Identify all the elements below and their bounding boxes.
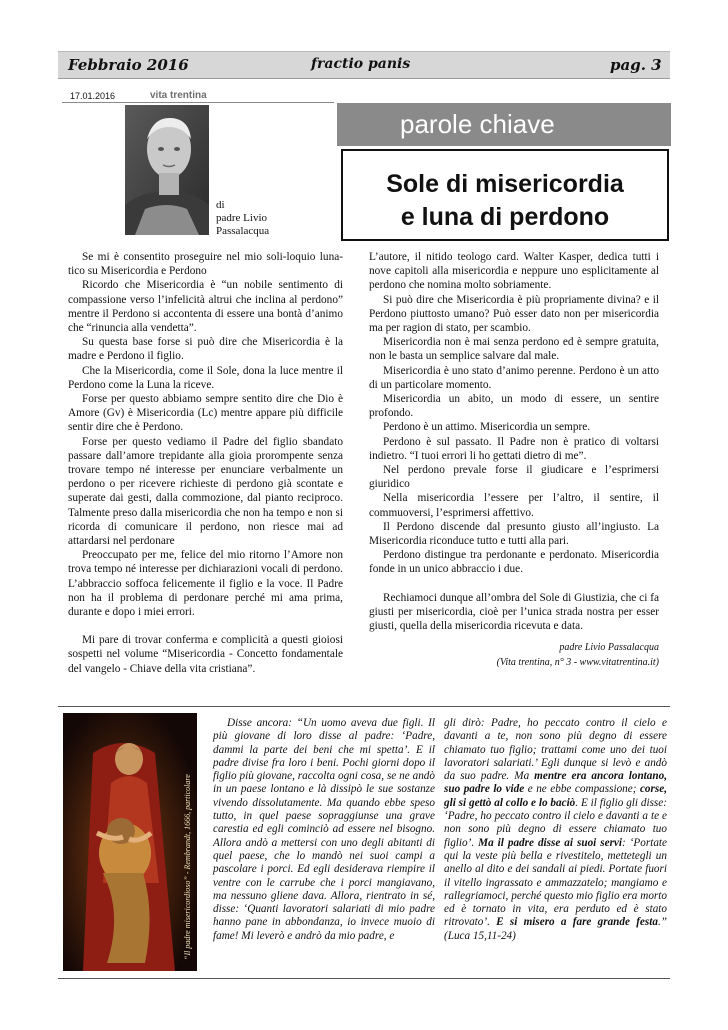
- paragraph: Il Perdono discende dal presunto giusto all’ingiusto. La Misericordia riconduce tutto e tutti alla pari.: [369, 520, 659, 548]
- article-title-line1: Sole di misericordia: [386, 170, 624, 198]
- author-photo: [125, 105, 209, 235]
- article-column-right: [369, 250, 659, 669]
- paragraph: Preoccupato per me, felice del mio ritorno l’Amore non trova tempo né interesse per dichiarazioni vocali di perdono. L’abbraccio soffoca felicemente il figlio e la voce. Il Padre non ha il problema di perdonare perché mi ama prima, durante e dopo i miei errori.: [68, 549, 343, 619]
- signature-source: (Vita trentina, n° 3 - www.vitatrentina.it): [496, 657, 659, 669]
- gospel-emphasis: Ma il padre disse ai suoi servi: [478, 836, 622, 849]
- gospel-text-left: Disse ancora: “Un uomo aveva due figli. Il più giovane di loro disse al padre: ‘Padre, dammi la parte dei beni che mi spetta’. E il padre divise fra loro i beni. Pochi giorni dopo il figlio più giovane, raccolta ogni cosa, se ne andò in un paese lontano e là dissipò le sue sostanze vivendo dissolutamente. Ma quando ebbe speso tutto, in quel paese sopraggiunse una grave carestia ed egli cominciò ad essere nel bisogno. Allora andò a mettersi con uno degli abitanti di quel paese, che lo mandò nei suoi campi a pascolare i porci. Ed egli desiderava riempire il ventre con le carrube che i porci mangiavano, ma nessuno gliene dava. Allora, rientrato in sé, disse: ‘Quanti lavoratori salariati di mio padre hanno pane in abbondanza, io invece muoio di fame! Mi leverò e andrò da mio padre, e: [213, 717, 435, 942]
- gospel-text: . E il figlio gli disse: ‘Padre, ho peccato contro il cielo e davanti a te e non sono più degno di essere chiamato tuo figlio’.: [444, 796, 667, 849]
- section-divider: [58, 706, 670, 707]
- gospel-column-right: [444, 717, 667, 943]
- article-column-left: [68, 250, 343, 676]
- gospel-text: e ne ebbe compassione;: [524, 783, 640, 796]
- source-date: 17.01.2016: [70, 91, 116, 101]
- paragraph: Perdono è sul passato. Il Padre non è pratico di voltarsi indietro. “I tuoi errori li ho gettati dietro di me”.: [369, 435, 659, 462]
- byline-di: di: [216, 199, 225, 211]
- gospel-emphasis: mentre era ancora lontano, suo padre lo vide: [444, 770, 667, 796]
- header-page-number: pag. 3: [610, 56, 662, 74]
- header-date: Febbraio 2016: [68, 56, 189, 74]
- bottom-frame-line: [58, 978, 670, 979]
- gospel-text-right: [444, 717, 667, 943]
- paragraph: Misericordia è uno stato d’animo perenne. Perdono è un atto di un particolare momento.: [369, 364, 659, 391]
- paragraph: Perdono distingue tra perdonante e perdonato. Misericordia fonde in un unico abbraccio i due.: [369, 549, 659, 576]
- paragraph: Che la Misericordia, come il Sole, dona la luce mentre il Perdono come la Luna la riceve.: [68, 364, 343, 391]
- signature: padre Livio Passalacqua: [559, 642, 659, 654]
- paragraph: Mi pare di trovar conferma e complicità a questi gioiosi sospetti nel volume “Misericordia - Concetto fondamentale del vangelo - Chiave della vita cristiana”.: [68, 634, 343, 675]
- painting-image: [63, 713, 197, 971]
- paragraph: Misericordia non è mai senza perdono ed è sempre gratuita, non le basta un semplice salvare dal male.: [369, 336, 659, 363]
- paragraph: Forse per questo abbiamo sempre sentito dire che Dio è Amore (Gv) è Misericordia (Lc) mentre appare più difficile sentir dire che è Perdono.: [68, 393, 343, 434]
- paragraph: Si può dire che Misericordia è più propriamente divina? e il Perdono piuttosto umano? Può esser dato non per misericordia ma per ragion di stato, per scambio.: [369, 293, 659, 335]
- paragraph: Misericordia un abito, un modo di essere, un sentire profondo.: [369, 393, 659, 420]
- article-title-line2: e luna di perdono: [400, 203, 610, 231]
- gospel-text: : ‘Portate qui la veste più bella e rivestitelo, mettetegli un anello al dito e dei sandali ai piedi. Portate fuori il vitello ingrassato e ammazzatelo; mangiamo e rallegriamoci, perché questo mio figlio era morto ed è tornato in vita, era perduto ed è stato ritrovato’.: [444, 836, 667, 929]
- paragraph: Nel perdono prevale forse il giudicare e l’esprimersi giuridico: [369, 464, 659, 491]
- painting-caption-text: “Il padre misericordioso” - Rembrandt, 1666, particolare: [183, 774, 192, 960]
- section-label: parole chiave: [400, 109, 555, 139]
- gospel-column-left: [213, 717, 435, 943]
- gospel-text: gli dirò: Padre, ho peccato contro il cielo e davanti a te, non sono più degno di essere chiamato tuo figlio; trattami come uno dei tuoi lavoratori salariati.’ Egli dunque si levò e andò da suo padre. Ma: [444, 717, 667, 783]
- paragraph: Ricordo che Misericordia è “un nobile sentimento di compassione verso l’infelicità altrui che inclina al perdono” mentre il Perdono si accontenta di essere una bontà d’animo che “rinuncia alla vendetta”.: [68, 279, 343, 335]
- header-title: fractio panis: [311, 56, 411, 72]
- gospel-text: .” (Luca 15,11-24): [444, 916, 667, 942]
- paragraph: Su questa base forse si può dire che Misericordia è la madre e Perdono il figlio.: [68, 336, 343, 363]
- paragraph: Nella misericordia l’essere per l’altro, il sentire, il commuoversi, l’esprimersi affettivo.: [369, 492, 659, 519]
- paragraph: Forse per questo vediamo il Padre del figlio sbandato passare dall’amore trepidante alla gioia prorompente senza trovare tempo né interesse per enunciare verbalmente un perdono o per ricevere richieste di perdono già scontate e superate dai gesti, dalla commozione, dal pianto reciproco. Talmente preso dalla misericordia che non ha tempo e non si ricorda di comunicare il perdono, non riesce mai ad attardarsi nel perdonare: [68, 435, 343, 548]
- byline: [216, 199, 269, 238]
- paragraph: Rechiamoci dunque all’ombra del Sole di Giustizia, che ci fa giusti per misericordia, cioè per l’unica strada nostra per esser giusti, quella della misericordia ricevuta e data.: [369, 591, 659, 633]
- byline-name-line2: Passalacqua: [216, 225, 270, 237]
- paragraph: L’autore, il nitido teologo card. Walter Kasper, dedica tutti i nove capitoli alla misericordia e neppure uno esplicitamente al perdono che nomina molto sobriamente.: [369, 251, 659, 292]
- gospel-emphasis: E si misero a fare grande festa: [496, 916, 658, 929]
- gospel-emphasis: corse, gli si gettò al collo e lo baciò: [444, 783, 667, 809]
- paragraph: Se mi è consentito proseguire nel mio soli-loquio luna-tico su Misericordia e Perdono: [68, 251, 343, 278]
- byline-name-line1: padre Livio: [216, 212, 268, 224]
- source-publication: vita trentina: [150, 90, 207, 101]
- painting-caption: [183, 720, 195, 960]
- paragraph: Perdono è un attimo. Misericordia un sempre.: [383, 421, 591, 434]
